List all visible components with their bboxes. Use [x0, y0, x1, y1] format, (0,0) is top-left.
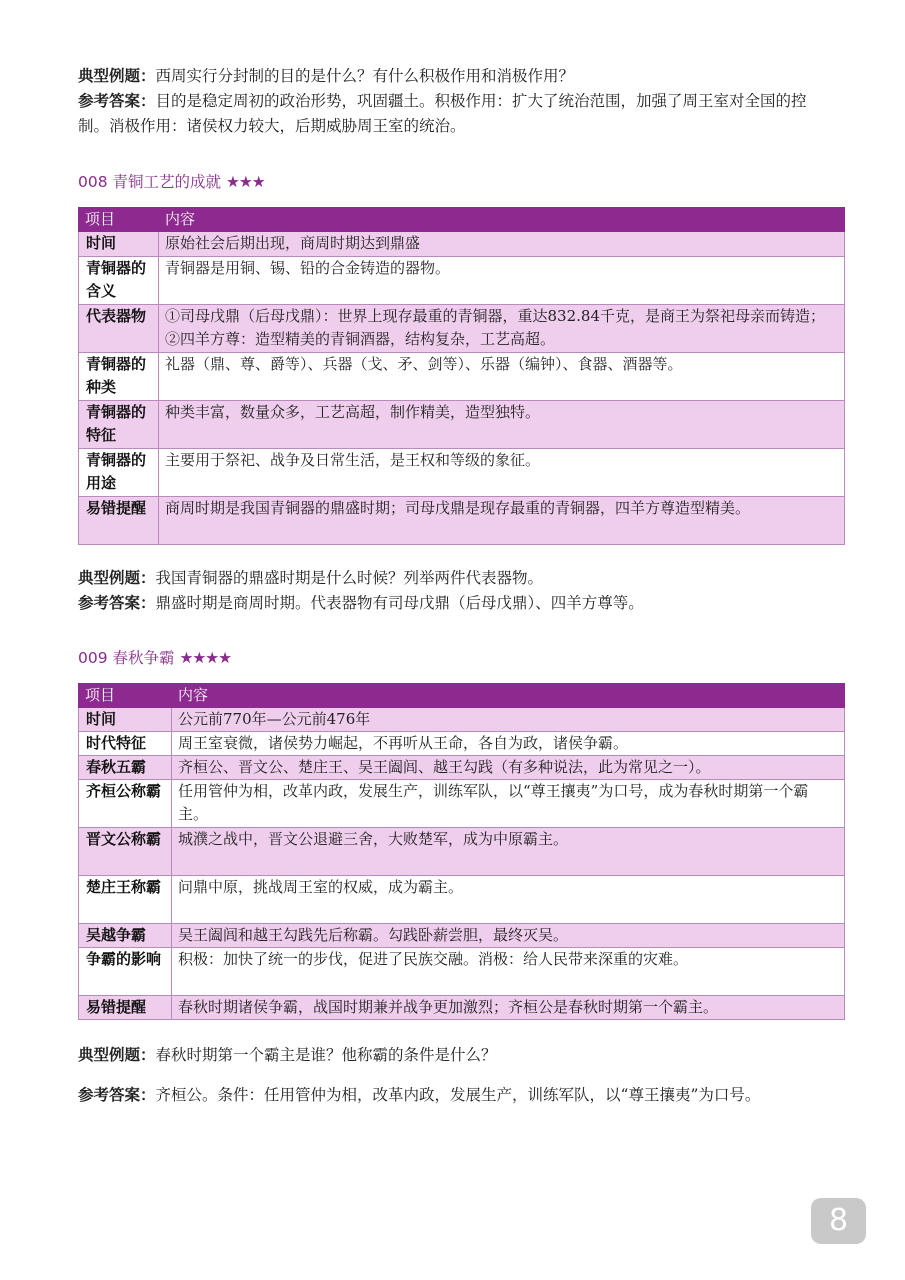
row-value: 城濮之战中，晋文公退避三舍，大败楚军，成为中原霸主。: [172, 828, 845, 876]
table-row: [79, 232, 845, 257]
row-value: 春秋时期诸侯争霸，战国时期兼并战争更加激烈；齐桓公是春秋时期第一个霸主。: [172, 996, 845, 1020]
answer-text: 鼎盛时期是商周时期。代表器物有司母戊鼎（后母戊鼎）、四羊方尊等。: [155, 594, 644, 612]
header-item: 项目: [79, 208, 159, 232]
page-number-badge: 8: [811, 1198, 866, 1244]
table-header: [79, 684, 845, 708]
header-content: 内容: [159, 208, 845, 232]
row-value: 青铜器是用铜、锡、铅的合金铸造的器物。: [159, 257, 845, 305]
header-content: 内容: [172, 684, 845, 708]
table-row: [79, 876, 845, 924]
table-row: [79, 257, 845, 305]
row-value: 商周时期是我国青铜器的鼎盛时期；司母戊鼎是现存最重的青铜器，四羊方尊造型精美。: [159, 497, 845, 545]
row-key: 代表器物: [79, 305, 159, 353]
row-value: 公元前770年—公元前476年: [172, 708, 845, 732]
row-value: 吴王阖闾和越王勾践先后称霸。勾践卧薪尝胆，最终灭吴。: [172, 924, 845, 948]
table-row: [79, 449, 845, 497]
table-row: [79, 708, 845, 732]
row-value: 原始社会后期出现，商周时期达到鼎盛: [159, 232, 845, 257]
table-row: [79, 732, 845, 756]
row-value: 齐桓公、晋文公、楚庄王、吴王阖闾、越王勾践（有多种说法，此为常见之一）。: [172, 756, 845, 780]
table-row: [79, 353, 845, 401]
row-key: 青铜器的含义: [79, 257, 159, 305]
row-value: 积极：加快了统一的步伐，促进了民族交融。消极：给人民带来深重的灾难。: [172, 948, 845, 996]
question-text: 春秋时期第一个霸主是谁？他称霸的条件是什么？: [155, 1046, 497, 1064]
section-008-title-text: 008 青铜工艺的成就: [78, 173, 222, 191]
row-value: 周王室衰微，诸侯势力崛起，不再听从王命，各自为政，诸侯争霸。: [172, 732, 845, 756]
section-009-answer: [78, 1077, 833, 1113]
star-rating-icon: ★★★★: [179, 649, 232, 667]
section-009-title-text: 009 春秋争霸: [78, 649, 175, 667]
answer-text: 齐桓公。条件：任用管仲为相，改革内政，发展生产，训练军队，以“尊王攘夷”为口号。: [155, 1086, 761, 1104]
answer-label: 参考答案：: [78, 594, 156, 612]
row-key: 晋文公称霸: [79, 828, 172, 876]
table-row: [79, 497, 845, 545]
section-009-table: [78, 683, 845, 1020]
row-key: 吴越争霸: [79, 924, 172, 948]
section-008-title: [78, 170, 265, 192]
question-label: 典型例题：: [78, 67, 156, 85]
table-row: [79, 756, 845, 780]
table-header: [79, 208, 845, 232]
answer-text: 目的是稳定周初的政治形势，巩固疆土。积极作用：扩大了统治范围，加强了周王室对全国的控制。消极作用：诸侯权力较大，后期威胁周王室的统治。: [78, 92, 807, 135]
table-row: [79, 924, 845, 948]
row-value: 礼器（鼎、尊、爵等）、兵器（戈、矛、剑等）、乐器（编钟）、食器、酒器等。: [159, 353, 845, 401]
table-row: [79, 401, 845, 449]
header-item: 项目: [79, 684, 172, 708]
question-label: 典型例题：: [78, 1046, 156, 1064]
question-text: 我国青铜器的鼎盛时期是什么时候？列举两件代表器物。: [155, 569, 544, 587]
table-row: [79, 948, 845, 996]
table-row: [79, 828, 845, 876]
table-row: [79, 996, 845, 1020]
table-row: [79, 780, 845, 828]
answer-label: 参考答案：: [78, 92, 156, 110]
row-key: 易错提醒: [79, 497, 159, 545]
row-key: 时间: [79, 708, 172, 732]
row-key: 齐桓公称霸: [79, 780, 172, 828]
answer-label: 参考答案：: [78, 1086, 156, 1104]
section-008-table: [78, 207, 845, 545]
row-key: 时间: [79, 232, 159, 257]
section-008-question: [78, 566, 833, 591]
row-value: ①司母戊鼎（后母戊鼎）：世界上现存最重的青铜器，重达832.84千克，是商王为祭祀母亲而铸造；②四羊方尊：造型精美的青铜酒器，结构复杂，工艺高超。: [159, 305, 845, 353]
star-rating-icon: ★★★: [225, 173, 265, 191]
row-key: 春秋五霸: [79, 756, 172, 780]
row-value: 任用管仲为相，改革内政，发展生产，训练军队，以“尊王攘夷”为口号，成为春秋时期第一个霸主。: [172, 780, 845, 828]
row-value: 种类丰富，数量众多，工艺高超，制作精美，造型独特。: [159, 401, 845, 449]
section-009-question: [78, 1041, 833, 1069]
row-key: 青铜器的用途: [79, 449, 159, 497]
table-row: [79, 305, 845, 353]
top-question: [78, 64, 833, 89]
row-key: 易错提醒: [79, 996, 172, 1020]
top-answer: [78, 89, 833, 139]
question-text: 西周实行分封制的目的是什么？有什么积极作用和消极作用？: [155, 67, 575, 85]
row-value: 问鼎中原，挑战周王室的权威，成为霸主。: [172, 876, 845, 924]
section-009-title: [78, 646, 231, 668]
row-value: 主要用于祭祀、战争及日常生活，是王权和等级的象征。: [159, 449, 845, 497]
row-key: 青铜器的特征: [79, 401, 159, 449]
section-008-answer: [78, 591, 833, 616]
row-key: 争霸的影响: [79, 948, 172, 996]
question-label: 典型例题：: [78, 569, 156, 587]
row-key: 时代特征: [79, 732, 172, 756]
row-key: 青铜器的种类: [79, 353, 159, 401]
row-key: 楚庄王称霸: [79, 876, 172, 924]
